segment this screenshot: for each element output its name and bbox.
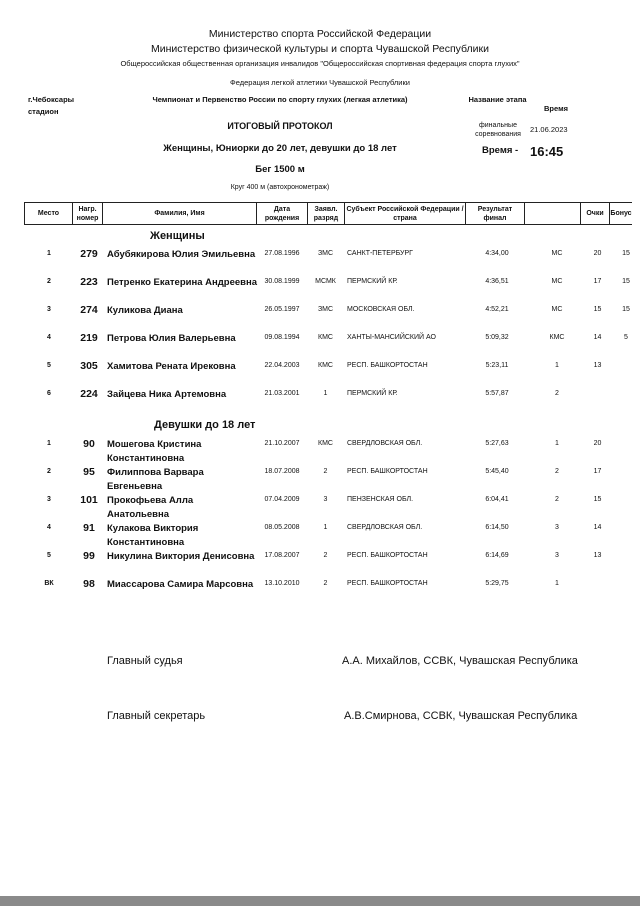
federation-title: Федерация легкой атлетики Чувашской Республики xyxy=(230,78,410,87)
bib-number: 90 xyxy=(83,438,95,450)
lap-info: Круг 400 м (автохронометраж) xyxy=(230,184,330,191)
result: 5:29,75 xyxy=(485,580,509,587)
rank: 2 xyxy=(323,552,328,559)
achieved-rank: 2 xyxy=(555,496,559,503)
points: 14 xyxy=(593,524,602,531)
col-rank: Заявл. разряд xyxy=(308,203,345,225)
bib-number: 98 xyxy=(83,578,95,590)
start-time-value: 16:45 xyxy=(530,144,564,159)
birth-date: 26.05.1997 xyxy=(264,306,300,313)
region: САНКТ-ПЕТЕРБУРГ xyxy=(347,250,413,257)
ministry-title-1: Министерство спорта Российской Федерации xyxy=(208,28,432,40)
birth-date: 08.05.2008 xyxy=(264,524,300,531)
rank: КМС xyxy=(318,334,333,341)
bonus: 5 xyxy=(624,334,628,341)
place: 6 xyxy=(47,390,51,397)
points: 17 xyxy=(593,278,602,285)
table-row xyxy=(0,466,640,494)
result: 6:04,41 xyxy=(485,496,509,503)
birth-date: 27.08.1996 xyxy=(264,250,300,257)
group-title-girls-u18: Девушки до 18 лет xyxy=(154,419,256,431)
birth-date: 21.10.2007 xyxy=(264,440,300,447)
rank: ЗМС xyxy=(317,306,334,313)
birth-date: 30.08.1999 xyxy=(264,278,300,285)
col-place: Место xyxy=(25,203,73,225)
table-row xyxy=(0,578,640,606)
rank: 2 xyxy=(323,468,328,475)
points: 17 xyxy=(593,468,602,475)
ministry-title-2: Министерство физической культуры и спорта Чувашской Республики xyxy=(151,43,489,55)
rank: 1 xyxy=(323,524,328,531)
region: РЕСП. БАШКОРТОСТАН xyxy=(347,552,428,559)
place: 4 xyxy=(47,524,51,531)
table-row xyxy=(0,248,640,276)
bottom-bar xyxy=(0,896,640,906)
birth-date: 09.08.1994 xyxy=(264,334,300,341)
result: 4:34,00 xyxy=(485,250,509,257)
table-row xyxy=(0,304,640,332)
result: 5:27,63 xyxy=(485,440,509,447)
table-row xyxy=(0,360,640,388)
chief-secretary-name: А.В.Смирнова, ССВК, Чувашская Республика xyxy=(344,710,578,722)
athlete-name: Куликова Диана xyxy=(107,305,183,316)
results-table-header xyxy=(24,202,632,225)
achieved-rank: 2 xyxy=(555,468,559,475)
place: 1 xyxy=(47,250,51,257)
table-row xyxy=(0,494,640,522)
region: СВЕРДЛОВСКАЯ ОБЛ. xyxy=(347,524,423,531)
col-dob: Дата рождения xyxy=(257,203,308,225)
place: 5 xyxy=(47,552,51,559)
points: 20 xyxy=(593,250,602,257)
stage-label: Название этапа xyxy=(468,95,527,104)
region: РЕСП. БАШКОРТОСТАН xyxy=(347,468,428,475)
result: 4:36,51 xyxy=(485,278,509,285)
place: 1 xyxy=(47,440,51,447)
region: СВЕРДЛОВСКАЯ ОБЛ. xyxy=(347,440,423,447)
achieved-rank: 3 xyxy=(555,524,559,531)
time-label: Время xyxy=(544,104,568,113)
table-row xyxy=(0,276,640,304)
bib-number: 305 xyxy=(80,360,98,372)
result: 6:14,69 xyxy=(485,552,509,559)
chief-judge-label: Главный судья xyxy=(107,655,183,667)
birth-date: 18.07.2008 xyxy=(264,468,300,475)
col-name: Фамилия, Имя xyxy=(103,203,257,225)
chief-judge-name: А.А. Михайлов, ССВК, Чувашская Республика xyxy=(342,655,578,667)
col-result: Результат финал xyxy=(466,203,525,225)
chief-secretary-label: Главный секретарь xyxy=(107,710,206,722)
achieved-rank: 1 xyxy=(555,440,559,447)
event-title: Бег 1500 м xyxy=(255,164,305,175)
bib-number: 219 xyxy=(80,332,98,344)
rank: ЗМС xyxy=(317,250,334,257)
athlete-name: Прокофьева Алла Анатольевна xyxy=(107,495,194,520)
col-bonus: Бонус xyxy=(610,203,633,225)
points: 13 xyxy=(593,552,602,559)
athlete-name: Петрова Юлия Валерьевна xyxy=(107,333,236,344)
city: г.Чебоксары xyxy=(28,95,75,104)
col-region: Субъект Российской Федерации / страна xyxy=(345,203,466,225)
achieved-rank: 3 xyxy=(555,552,559,559)
organization-title: Общероссийская общественная организация инвалидов "Общероссийская спортивная федерация спорта глухих" xyxy=(120,59,520,68)
col-extra xyxy=(525,203,581,225)
athlete-name: Петренко Екатерина Андреевна xyxy=(107,277,258,288)
place: 2 xyxy=(47,468,51,475)
protocol-title: ИТОГОВЫЙ ПРОТОКОЛ xyxy=(227,121,333,131)
region: ПЕНЗЕНСКАЯ ОБЛ. xyxy=(347,496,414,503)
region: РЕСП. БАШКОРТОСТАН xyxy=(347,580,428,587)
bonus: 15 xyxy=(622,278,630,285)
result: 5:09,32 xyxy=(485,334,509,341)
table-row xyxy=(0,550,640,578)
achieved-rank: КМС xyxy=(549,334,565,341)
achieved-rank: МС xyxy=(551,278,563,285)
bib-number: 279 xyxy=(80,248,98,260)
region: МОСКОВСКАЯ ОБЛ. xyxy=(347,306,415,313)
birth-date: 13.10.2010 xyxy=(264,580,300,587)
rank: 1 xyxy=(323,390,328,397)
bonus: 15 xyxy=(622,306,630,313)
place: ВК xyxy=(44,580,54,587)
venue: стадион xyxy=(28,107,59,116)
achieved-rank: МС xyxy=(551,250,563,257)
bib-number: 223 xyxy=(80,276,98,288)
result: 5:45,40 xyxy=(485,468,509,475)
place: 5 xyxy=(47,362,51,369)
rank: МСМК xyxy=(315,278,336,285)
stage-value: финальные соревнования xyxy=(475,122,521,138)
bib-number: 274 xyxy=(80,304,98,316)
athlete-name: Миассарова Самира Марсовна xyxy=(107,579,254,590)
region: РЕСП. БАШКОРТОСТАН xyxy=(347,362,428,369)
championship-title: Чемпионат и Первенство России по спорту глухих (легкая атлетика) xyxy=(152,95,408,104)
place: 3 xyxy=(47,306,51,313)
result: 4:52,21 xyxy=(485,306,509,313)
points: 15 xyxy=(593,496,602,503)
region: ПЕРМСКИЙ КР. xyxy=(347,278,398,285)
bib-number: 99 xyxy=(83,550,95,562)
athlete-name: Никулина Виктория Денисовна xyxy=(107,551,255,562)
place: 3 xyxy=(47,496,51,503)
birth-date: 07.04.2009 xyxy=(264,496,300,503)
rank: КМС xyxy=(318,362,333,369)
bib-number: 224 xyxy=(80,388,98,400)
start-time-label: Время - xyxy=(482,145,519,156)
athlete-name: Хамитова Рената Ирековна xyxy=(107,361,236,372)
event-date: 21.06.2023 xyxy=(530,125,568,134)
table-row xyxy=(0,438,640,466)
bib-number: 101 xyxy=(80,494,98,506)
col-points: Очки xyxy=(581,203,610,225)
region: ПЕРМСКИЙ КР. xyxy=(347,390,398,397)
athlete-name: Абубякирова Юлия Эмильевна xyxy=(107,249,256,260)
col-bib: Нагр. номер xyxy=(73,203,103,225)
achieved-rank: 1 xyxy=(555,362,559,369)
place: 2 xyxy=(47,278,51,285)
points: 13 xyxy=(593,362,602,369)
place: 4 xyxy=(47,334,51,341)
result: 5:57,87 xyxy=(485,390,509,397)
points: 20 xyxy=(593,440,602,447)
points: 15 xyxy=(593,306,602,313)
athlete-name: Филиппова Варвара Евгеньевна xyxy=(107,467,204,492)
rank: 3 xyxy=(323,496,328,503)
birth-date: 17.08.2007 xyxy=(264,552,300,559)
points: 14 xyxy=(593,334,602,341)
rank: КМС xyxy=(318,440,333,447)
table-row xyxy=(0,332,640,360)
table-row xyxy=(0,388,640,416)
region: ХАНТЫ-МАНСИЙСКИЙ АО xyxy=(347,334,436,341)
birth-date: 21.03.2001 xyxy=(264,390,300,397)
rank: 2 xyxy=(323,580,328,587)
bonus: 15 xyxy=(622,250,630,257)
bib-number: 91 xyxy=(83,522,95,534)
athlete-name: Мошегова Кристина Константиновна xyxy=(107,439,202,464)
result: 5:23,11 xyxy=(485,362,509,369)
achieved-rank: 1 xyxy=(555,580,559,587)
result: 6:14,50 xyxy=(485,524,509,531)
group-title-women: Женщины xyxy=(150,230,205,242)
categories-title: Женщины, Юниорки до 20 лет, девушки до 18 лет xyxy=(163,143,397,154)
birth-date: 22.04.2003 xyxy=(264,362,300,369)
athlete-name: Кулакова Виктория Константиновна xyxy=(107,523,199,548)
bib-number: 95 xyxy=(83,466,95,478)
table-row xyxy=(0,522,640,550)
athlete-name: Зайцева Ника Артемовна xyxy=(107,389,227,400)
achieved-rank: 2 xyxy=(555,390,559,397)
achieved-rank: МС xyxy=(551,306,563,313)
